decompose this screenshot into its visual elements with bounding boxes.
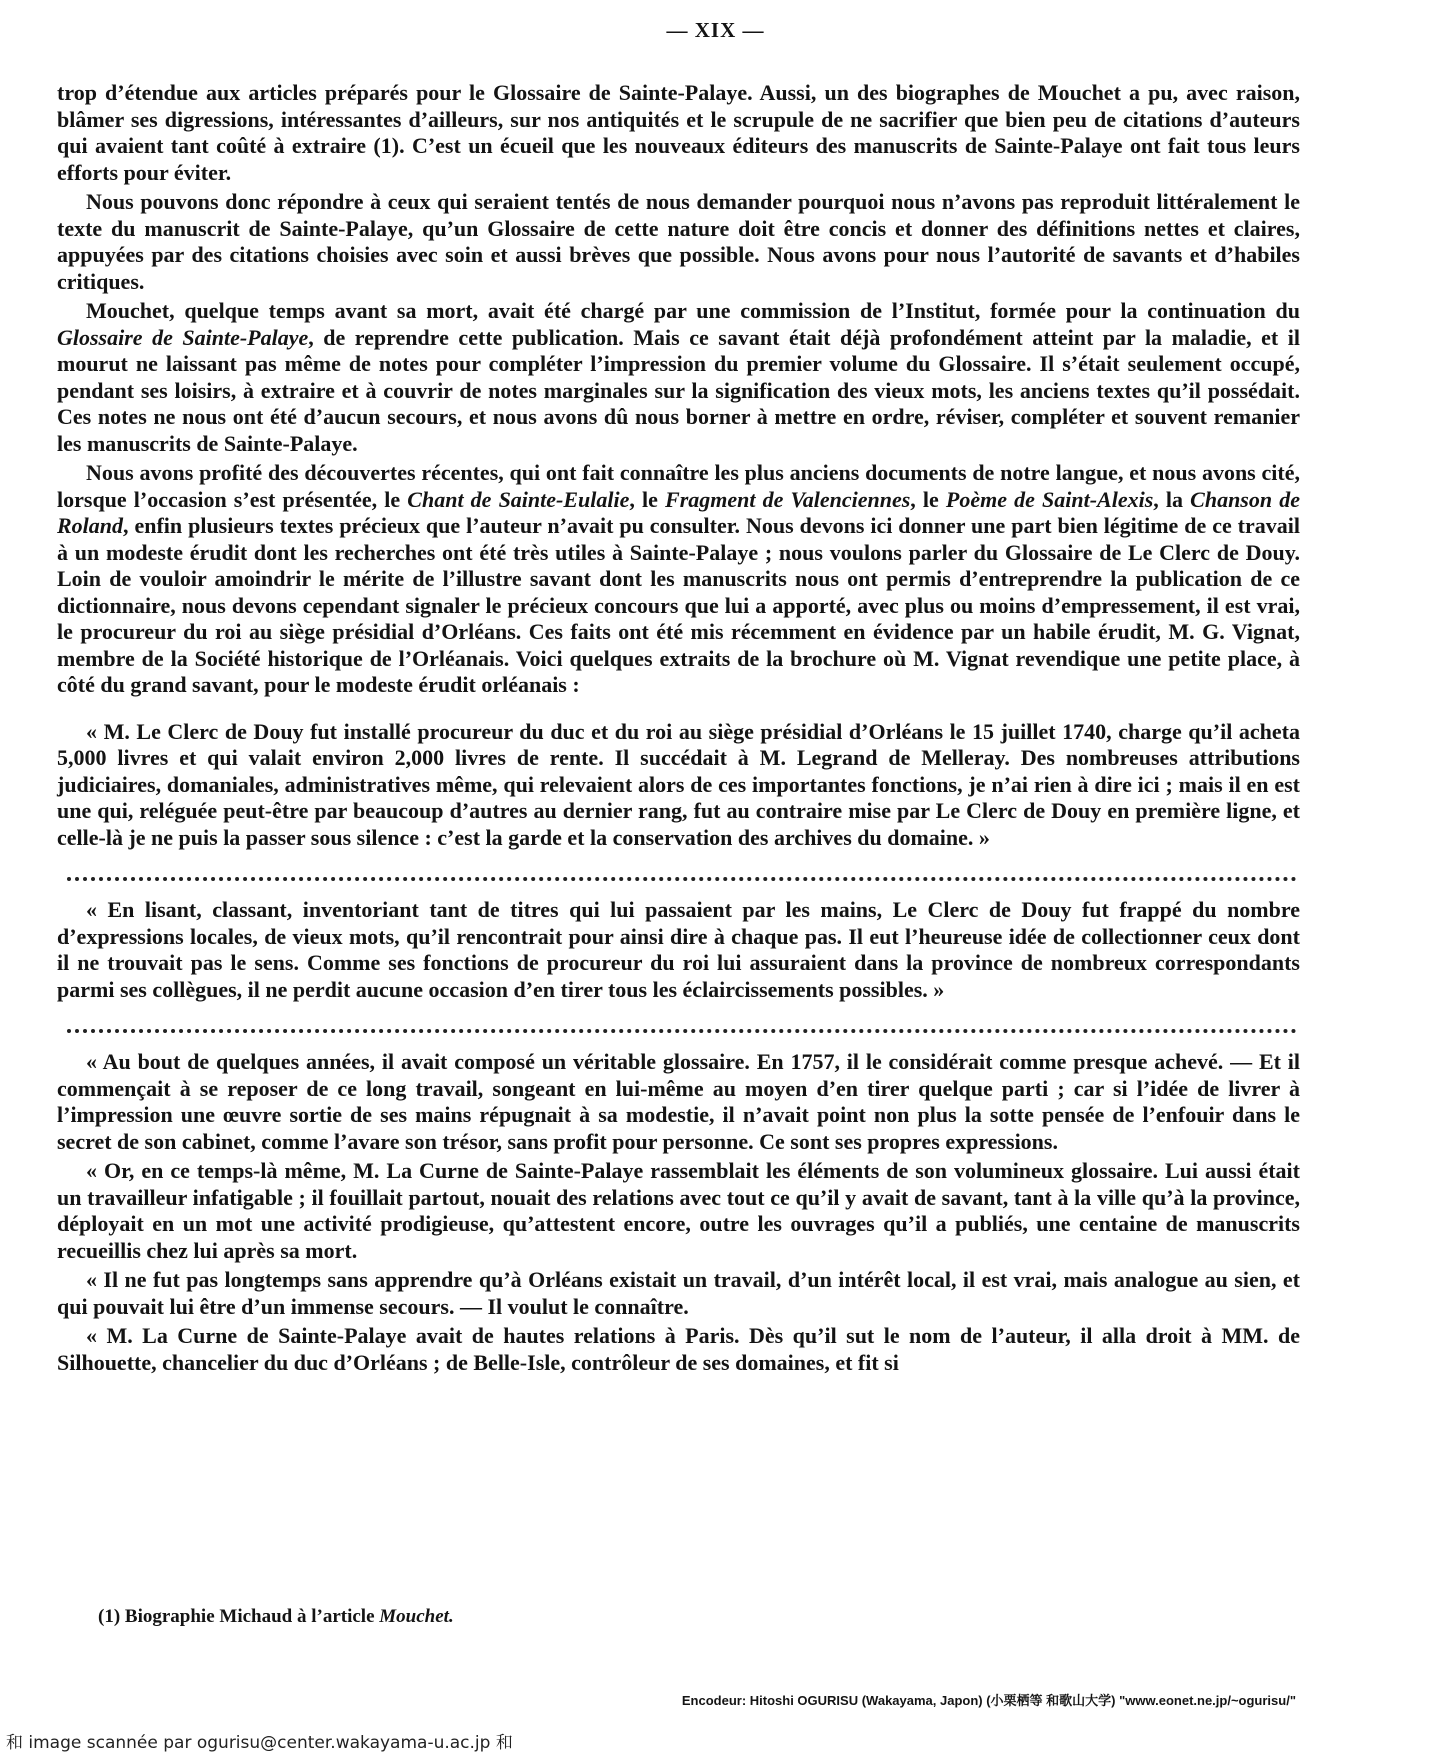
italic-title: Glossaire de Sainte-Palaye: [57, 324, 309, 350]
footnote-italic: Mouchet.: [379, 1606, 454, 1627]
scan-credit: 和 image scannée par ogurisu@center.wakayama-u.ac.jp 和: [6, 1733, 513, 1753]
paragraph: Nous pouvons donc répondre à ceux qui seraient tentés de nous demander pourquoi nous n’avons pas reproduit littéralement le texte du manuscrit de Sainte-Palaye, qu’un Glossaire de cette nature doit être concis et donner des définitions nettes et claires, appuyées par des citations choisies avec soin et aussi brèves que possible. Nous avons pour nous l’autorité de savants et d’habiles critiques.: [57, 189, 1300, 294]
text-run: , la: [1153, 486, 1191, 512]
text-run: Mouchet, quelque temps avant sa mort, avait été chargé par une commission de l’Institut, formée pour la continuation du: [86, 298, 1300, 323]
italic-title: Chant de Sainte-Eulalie: [407, 486, 630, 512]
ellipsis-divider: [67, 863, 1297, 881]
paragraph: [57, 460, 1300, 699]
text-run: , le: [629, 486, 666, 512]
text-run: Nous avons profité des découvertes récentes, qui ont fait connaître les plus anciens documents de notre langue, et nous avons cité, lorsque l’occasion s’est présentée, le: [57, 460, 1300, 512]
encoder-credit: Encodeur: Hitoshi OGURISU (Wakayama, Japon) (小栗栖等 和歌山大学) "www.eonet.ne.jp/~ogurisu/": [681, 1693, 1296, 1708]
quoted-paragraph: « M. La Curne de Sainte-Palaye avait de hautes relations à Paris. Dès qu’il sut le nom de l’auteur, il alla droit à MM. de Silhouette, chancelier du duc d’Orléans ; de Belle-Isle, contrôleur de ses domaines, et fit si: [57, 1323, 1300, 1375]
quoted-paragraph: « M. Le Clerc de Douy fut installé procureur du duc et du roi au siège présidial d’Orléans le 15 juillet 1740, charge qu’il acheta 5,000 livres et qui valait environ 2,000 livres de rente. Il succédait à M. Legrand de Melleray. Des nombreuses attributions judiciaires, domaniales, administratives même, qui relevaient alors de ces importantes fonctions, je n’ai rien à dire ici ; mais il en est une qui, reléguée peut-être par beaucoup d’autres au dernier rang, fut au contraire mise par Le Clerc de Douy en première ligne, et celle-là je ne puis la passer sous silence : c’est la garde et la conservation des archives du domaine. »: [57, 718, 1300, 850]
body-text: [57, 80, 1300, 1379]
paragraph: [57, 298, 1300, 457]
footnote: [98, 1606, 454, 1628]
quoted-paragraph: « Or, en ce temps-là même, M. La Curne de Sainte-Palaye rassemblait les éléments de son volumineux glossaire. Lui aussi était un travailleur infatigable ; il fouillait partout, nouait des relations avec tout ce qu’il y avait de savant, tant à la ville qu’à la province, déployait en un mot une activité prodigieuse, qu’attestent encore, outre les ouvrages qu’il a publiés, une centaine de manuscrits recueillis chez lui après sa mort.: [57, 1158, 1300, 1263]
page-number: — XIX —: [666, 18, 765, 42]
text-run: , enfin plusieurs textes précieux que l’auteur n’avait pu consulter. Nous devons ici donner une part bien légitime de ce travail à un modeste érudit dont les recherches ont été très utiles à Sainte-Palaye ; nous voulons parler du Glossaire de Le Clerc de Douy. Loin de vouloir amoindrir le mérite de l’illustre savant dont les manuscrits nous ont permis d’entreprendre la publication de ce dictionnaire, nous devons cependant signaler le précieux concours que lui a apporté, avec plus ou moins d’empressement, il est vrai, le procureur du roi au siège présidial d’Orléans. Ces faits ont été mis récemment en évidence par un habile érudit, M. G. Vignat, membre de la Société historique de l’Orléanais. Voici quelques extraits de la brochure où M. Vignat revendique une petite place, à côté du grand savant, pour le modeste érudit orléanais :: [57, 513, 1300, 697]
quoted-paragraph: « En lisant, classant, inventoriant tant de titres qui lui passaient par les mains, Le Clerc de Douy fut frappé du nombre d’expressions locales, de vieux mots, qu’il rencontrait pour ainsi dire à chaque pas. Il eut l’heureuse idée de collectionner ceux dont il ne trouvait pas le sens. Comme ses fonctions de procureur du roi lui assuraient dans la province de nombreux correspondants parmi ses collègues, il ne perdit aucune occasion d’en tirer tous les éclaircissements possibles. »: [57, 897, 1300, 1002]
footnote-text: (1) Biographie Michaud à l’article: [98, 1606, 380, 1627]
quoted-paragraph: « Au bout de quelques années, il avait composé un véritable glossaire. En 1757, il le considérait comme presque achevé. — Et il commençait à se reposer de ce long travail, songeant en lui-même au moyen d’en tirer quelque parti ; car si l’idée de livrer à l’impression une œuvre sortie de ses mains répugnait à sa modestie, il n’avait point non plus la sotte pensée de l’enfouir dans le secret de son cabinet, comme l’avare son trésor, sans profit pour personne. Ce sont ses propres expressions.: [57, 1049, 1300, 1154]
text-run: , de reprendre cette publication. Mais ce savant était déjà profondément atteint par la maladie, et il mourut ne laissant pas même de notes pour compléter l’impression du premier volume du Glossaire. Il s’était seulement occupé, pendant ses loisirs, à extraire et à couvrir de notes marginales sur la signification des vieux mots, les anciens textes qu’il possédait. Ces notes ne nous ont été d’aucun secours, et nous avons dû nous borner à mettre en ordre, réviser, compléter et souvent remanier les manuscrits de Sainte-Palaye.: [57, 324, 1300, 456]
italic-title: Fragment de Valenciennes: [665, 486, 911, 512]
italic-title: Chanson de Roland: [57, 486, 1300, 538]
text-run: , le: [910, 486, 946, 512]
quoted-paragraph: « Il ne fut pas longtemps sans apprendre qu’à Orléans existait un travail, d’un intérêt local, il est vrai, mais analogue au sien, et qui pouvait lui être d’un immense secours. — Il voulut le connaître.: [57, 1267, 1300, 1319]
paragraph: trop d’étendue aux articles préparés pour le Glossaire de Sainte-Palaye. Aussi, un des biographes de Mouchet a pu, avec raison, blâmer ses digressions, intéressantes d’ailleurs, sur nos antiquités et le scrupule de ne sacrifier que bien peu de citations d’auteurs qui avaient tant coûté à extraire (1). C’est un écueil que les nouveaux éditeurs des manuscrits de Sainte-Palaye ont fait tous leurs efforts pour éviter.: [57, 80, 1300, 185]
italic-title: Poème de Saint-Alexis: [945, 486, 1154, 512]
ellipsis-divider: [67, 1015, 1297, 1033]
